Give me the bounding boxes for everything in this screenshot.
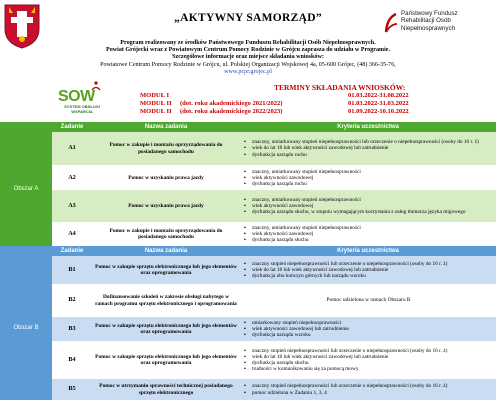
criterion: ▪ wiek aktywności zawodowej	[244, 175, 361, 181]
table-row	[52, 317, 496, 341]
criterion: ▪ znaczny, umiarkowany stopień niepełnosprawności	[244, 169, 361, 175]
task-name: Pomoc w uzyskaniu prawa jazdy	[128, 202, 204, 209]
intro-line-4: Powiatowe Centrum Pomocy Rodzinie w Grójcu, ul. Polskiej Organizacji Wojskowej 4a, 05-600 Grójec, (48) 366-35-76,	[100, 61, 396, 68]
criterion: ▪ znaczny stopień niepełnosprawności lub orzeczenie o niepełnosprawności (osoby do 16 r. ż)	[244, 383, 447, 389]
task-criteria	[240, 132, 496, 165]
task-code: B5	[68, 385, 76, 393]
criterion: ▪ wiek aktywności zawodowej lub zatrudnienie	[244, 326, 349, 332]
criterion: ▪ trudności w komunikowaniu się za pomocą mowy	[244, 366, 447, 372]
criterion: ▪ dysfunkcja narządu ruchu	[244, 152, 479, 158]
task-criteria	[240, 341, 496, 379]
intro-line-1: Program realizowany ze środków Państwowego Funduszu Rehabilitacji Osób Niepełnosprawnych.	[120, 40, 376, 46]
task-code: B2	[68, 296, 76, 304]
criterion: ▪ znaczny, umiarkowany stopień niepełnosprawności	[244, 197, 466, 203]
col-header-zadanie: Zadanie	[60, 248, 84, 254]
table-row	[52, 222, 496, 246]
criterion: ▪ wiek aktywności zawodowej	[244, 231, 361, 237]
task-name: Pomoc w zakupie i montażu oprzyrządowania do posiadanego samochodu	[109, 227, 223, 240]
criterion: ▪ dysfunkcja narządu słuchu, w stopniu wymagającym korzystania z usług tłumacza języka migowego	[244, 209, 466, 215]
table-header-row-a	[0, 122, 496, 132]
task-name: Dofinansowanie szkoleń w zakresie obsługi nabytego w ramach programu sprzętu elektronicznego i oprogramowania	[95, 294, 237, 307]
task-code: B3	[68, 324, 76, 332]
obszar-b-label: Obszar B	[0, 256, 52, 400]
deadline-row: MODUŁ II (dot. roku akademickiego 2022/2023) 01.09.2022-10.10.2022	[140, 108, 409, 115]
task-code: A1	[68, 144, 76, 152]
criterion: ▪ wiek do lat 18 lub wiek aktywności zawodowej lub zatrudnienie	[244, 354, 447, 360]
criterion: ▪ dysfunkcja narządu wzroku	[244, 332, 349, 338]
criterion: ▪ znaczny, umiarkowany stopień niepełnosprawności	[244, 225, 361, 231]
task-code: B1	[68, 265, 76, 273]
task-criteria: Pomoc udzielona w ramach Obszaru B	[326, 297, 411, 304]
task-name: Pomoc w uzyskaniu prawa jazdy	[128, 174, 204, 181]
criterion: ▪ umiarkowany stopień niepełnosprawności	[244, 320, 349, 326]
task-criteria	[240, 317, 496, 341]
task-code: B4	[68, 355, 76, 363]
coat-of-arms-icon	[3, 3, 41, 49]
document-header	[0, 0, 496, 118]
pfron-logo-icon	[384, 12, 398, 34]
deadline-row: MODUŁ I 01.03.2022-31.08.2022	[140, 92, 409, 99]
sow-logo-subtitle: SYSTEM OBSŁUGI WSPARCIA	[64, 104, 100, 114]
criterion: ▪ znaczny stopień niepełnosprawności lub orzeczenie o niepełnosprawności (osoby do 16 r. ż)	[244, 348, 447, 354]
criterion: ▪ pomoc udzielona w Zadaniu 1, 3, 4	[244, 390, 447, 396]
task-name: Pomoc w zakupie sprzętu elektronicznego lub jego elementów oraz oprogramowania	[95, 353, 237, 366]
col-header-kryteria: Kryteria uczestnictwa	[337, 248, 399, 254]
task-name: Pomoc w zakupie sprzętu elektronicznego lub jego elementów oraz oprogramowania	[95, 322, 237, 335]
task-code: A2	[68, 173, 76, 181]
table-row	[52, 284, 496, 317]
table-row	[52, 190, 496, 222]
task-criteria	[240, 379, 496, 400]
wheelchair-icon	[89, 81, 103, 91]
sow-logo	[58, 88, 106, 118]
task-name: Pomoc w utrzymaniu sprawności technicznej posiadanego sprzętu elektronicznego	[99, 383, 233, 396]
table-row	[52, 256, 496, 284]
col-header-kryteria: Kryteria uczestnictwa	[337, 124, 399, 130]
document-title: „AKTYWNY SAMORZĄD”	[174, 12, 322, 24]
criterion: ▪ dysfunkcja narządu słuchu	[244, 360, 447, 366]
table-row	[52, 379, 496, 400]
task-criteria	[240, 166, 496, 190]
intro-text	[50, 40, 446, 76]
task-criteria	[240, 222, 496, 246]
intro-line-3: Szczegółowe informacje oraz miejsce składania wniosków:	[172, 54, 324, 61]
col-header-nazwa: Nazwa zadania	[144, 248, 188, 254]
criterion: ▪ dysfunkcja narządu ruchu	[244, 181, 361, 187]
criteria-table	[0, 122, 496, 400]
criterion: ▪ dysfunkcja obu kończyn górnych lub narządu wzroku	[244, 273, 447, 279]
table-row	[52, 166, 496, 190]
criterion: ▪ wiek aktywności zawodowej	[244, 203, 466, 209]
criterion: ▪ wiek do lat 18 lub wiek aktywności zawodowej lub zatrudnienie	[244, 145, 479, 151]
deadline-row: MODUŁ II (dot. roku akademickiego 2021/2022) 01.03.2022-31.03.2022	[140, 100, 409, 107]
intro-line-2: Powiat Grójecki wraz z Powiatowym Centrum Pomocy Rodzinie w Grójcu zaprasza do udziału w Programie.	[105, 47, 391, 54]
table-row	[52, 341, 496, 379]
deadlines-heading: TERMINY SKŁADANIA WNIOSKÓW:	[274, 83, 406, 92]
pfron-logo	[384, 6, 494, 40]
criterion: ▪ znaczny stopień niepełnosprawności lub orzeczenie o niepełnosprawności (osoby do 16 r. ż)	[244, 261, 447, 267]
table-row	[52, 132, 496, 165]
criterion: ▪ dysfunkcja narządu słuchu	[244, 237, 361, 243]
task-name: Pomoc w zakupie sprzętu elektronicznego lub jego elementów oraz oprogramowania	[95, 263, 237, 276]
col-header-nazwa: Nazwa zadania	[144, 124, 188, 130]
table-header-row-b	[0, 246, 496, 256]
criterion: ▪ wiek do lat 18 lub wiek aktywności zawodowej lub zatrudnienie	[244, 267, 447, 273]
obszar-a-label: Obszar A	[0, 132, 52, 246]
task-code: A3	[68, 201, 76, 209]
col-header-zadanie: Zadanie	[60, 124, 84, 130]
sow-logo-letters: SOW	[58, 88, 95, 105]
pfron-logo-text: Państwowy Fundusz Rehabilitacji Osób Niepełnosprawnych	[401, 10, 458, 32]
task-criteria	[240, 190, 496, 222]
task-name: Pomoc w zakupie i montażu oprzyrządowania do posiadanego samochodu	[109, 142, 223, 155]
website-link[interactable]: www.pcpr.grojec.pl	[224, 68, 272, 75]
criterion: ▪ znaczny, umiarkowany stopień niepełnosprawności lub orzeczenie o niepełnosprawności (osoby do 16 r. ż)	[244, 139, 479, 145]
task-criteria	[240, 256, 496, 284]
task-code: A4	[68, 229, 76, 237]
